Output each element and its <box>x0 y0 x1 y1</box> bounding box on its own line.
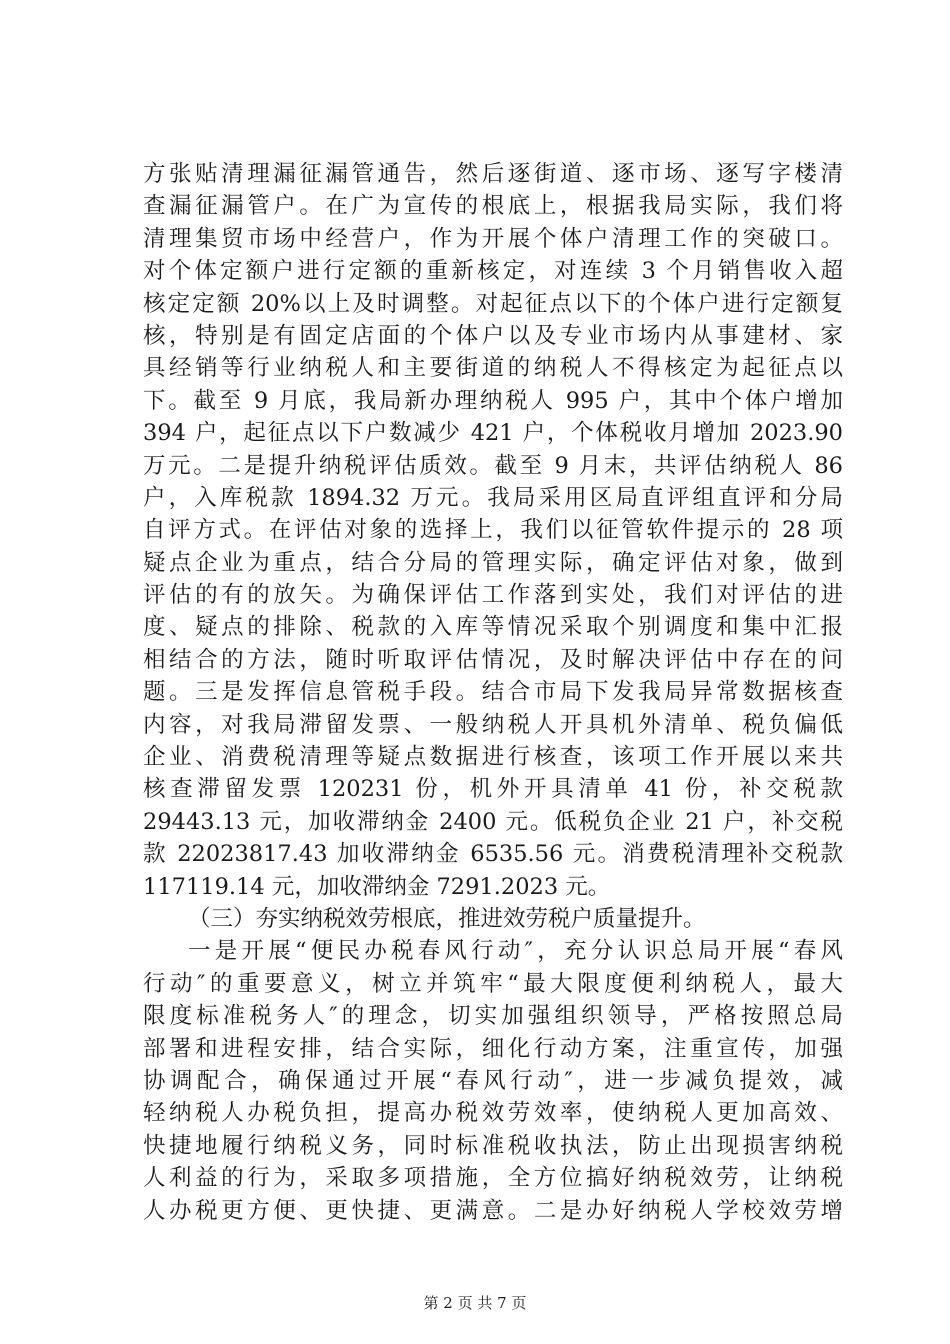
text-line: 查漏征漏管户。在广为宣传的根底上，根据我局实际，我们将 <box>143 193 843 220</box>
text-line: 自评方式。在评估对象的选择上，我们以征管软件提示的 28 项 <box>143 517 843 544</box>
page-number: 第 2 页 共 7 页 <box>423 1294 527 1312</box>
text-line: 方张贴清理漏征漏管通告，然后逐街道、逐市场、逐写字楼清 <box>143 161 843 187</box>
text-line: 协调配合，确保通过开展“春风行动″，进一步减负提效，减 <box>143 1067 843 1094</box>
text-line: 款 22023817.43 加收滞纳金 6535.56 元。消费税清理补交税款 <box>143 841 843 868</box>
document-body <box>143 158 843 1227</box>
text-line: 限度标准税务人″的理念，切实加强组织领导，严格按照总局 <box>143 1003 843 1030</box>
text-line: 核查滞留发票 120231 份，机外开具清单 41 份，补交税款 <box>143 776 843 803</box>
text-line: 内容，对我局滞留发票、一般纳税人开具机外清单、税负偏低 <box>143 711 843 738</box>
text-line: 万元。二是提升纳税评估质效。截至 9 月末，共评估纳税人 86 <box>143 452 843 479</box>
text-line: 具经销等行业纳税人和主要街道的纳税人不得核定为起征点以 <box>143 355 843 382</box>
text-line: 疑点企业为重点，结合分局的管理实际，确定评估对象，做到 <box>143 549 843 576</box>
text-line: 人办税更方便、更快捷、更满意。二是办好纳税人学校效劳增 <box>143 1197 843 1224</box>
section-heading: （三）夯实纳税效劳根底，推进效劳税户质量提升。 <box>188 905 706 932</box>
text-line: 核，特别是有固定店面的个体户以及专业市场内从事建材、家 <box>143 322 843 349</box>
text-line: 一是开展“便民办税春风行动″，充分认识总局开展“春风 <box>188 938 843 965</box>
text-line: 117119.14 元，加收滞纳金 7291.2023 元。 <box>143 873 611 900</box>
text-line: 下。截至 9 月底，我局新办理纳税人 995 户，其中个体户增加 <box>143 387 843 414</box>
text-line: 企业、消费税清理等疑点数据进行核查，该项工作开展以来共 <box>143 744 843 771</box>
text-line: 394 户，起征点以下户数减少 421 户，个体税收月增加 2023.90 <box>143 420 843 447</box>
text-line: 人利益的行为，采取多项措施，全方位搞好纳税效劳，让纳税 <box>143 1165 843 1192</box>
text-line: 快捷地履行纳税义务，同时标准税收执法，防止出现损害纳税 <box>143 1132 843 1159</box>
text-line: 评估的有的放矢。为确保评估工作落到实处，我们对评估的进 <box>143 582 843 609</box>
text-line: 清理集贸市场中经营户，作为开展个体户清理工作的突破口。 <box>143 225 843 252</box>
text-line: 29443.13 元，加收滞纳金 2400 元。低税负企业 21 户，补交税 <box>143 808 843 835</box>
text-line: 题。三是发挥信息管税手段。结合市局下发我局异常数据核查 <box>143 679 843 706</box>
text-line: 轻纳税人办税负担，提高办税效劳效率，使纳税人更加高效、 <box>143 1100 843 1127</box>
text-line: 核定定额 20%以上及时调整。对起征点以下的个体户进行定额复 <box>143 290 843 317</box>
text-line: 行动″的重要意义，树立并筑牢“最大限度便利纳税人，最大 <box>143 970 843 997</box>
text-line: 部署和进程安排，结合实际，细化行动方案，注重宣传，加强 <box>143 1035 843 1062</box>
text-line: 相结合的方法，随时听取评估情况，及时解决评估中存在的问 <box>143 646 843 673</box>
text-line: 对个体定额户进行定额的重新核定，对连续 3 个月销售收入超 <box>143 258 843 285</box>
text-line: 度、疑点的排除、税款的入库等情况采取个别调度和集中汇报 <box>143 614 843 641</box>
text-line: 户，入库税款 1894.32 万元。我局采用区局直评组直评和分局 <box>143 484 843 511</box>
